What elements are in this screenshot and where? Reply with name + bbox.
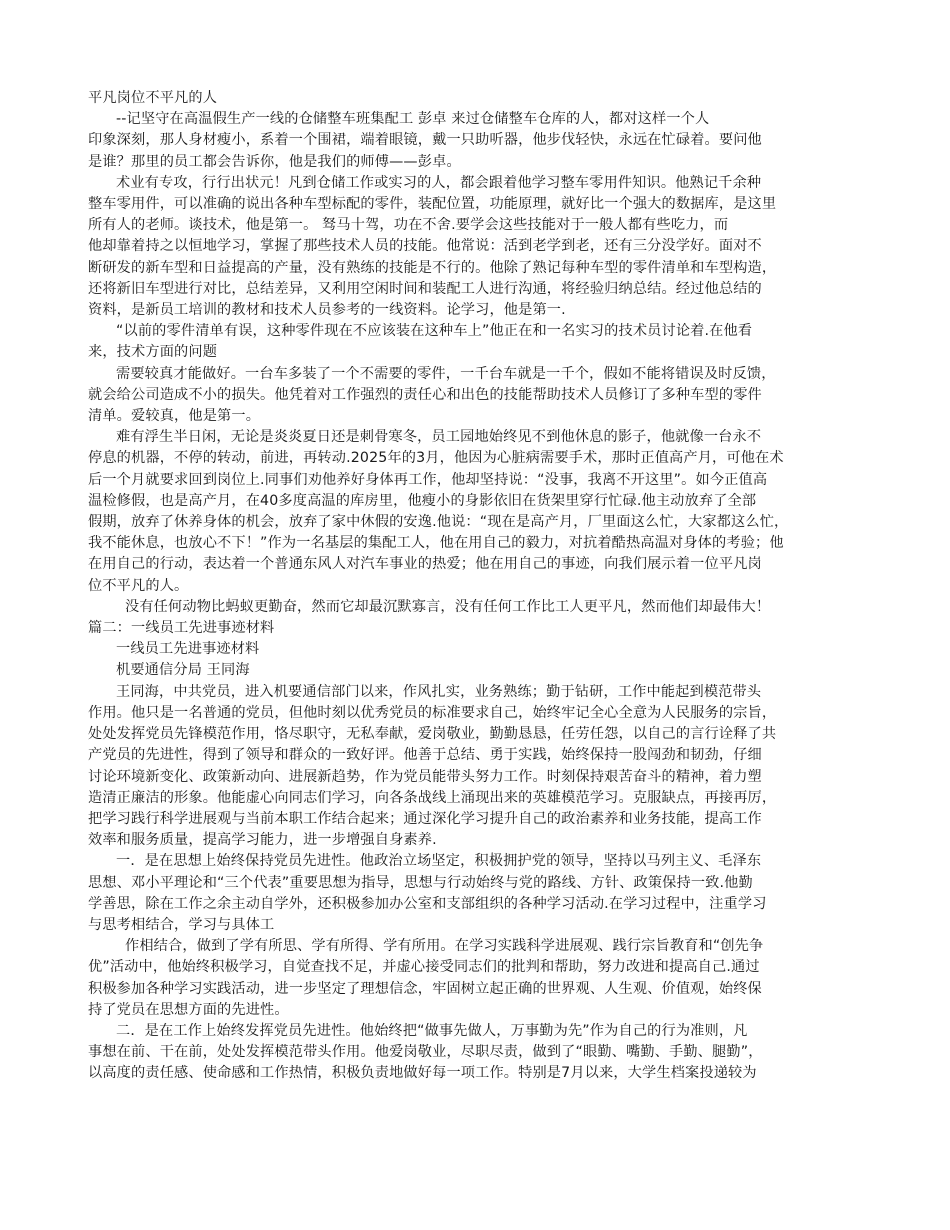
section-heading: 篇二：一线员工先进事迹材料 <box>88 620 275 637</box>
paragraph-line: 他却靠着持之以恒地学习，掌握了那些技术人员的技能。他常说：活到老学到老，还有三分没学好。面对不 <box>88 238 762 255</box>
paragraph-line: 以高度的责任感、使命感和工作热情，积极负责地做好每一项工作。特别是7月以来，大学生档案投递较为 <box>88 1065 757 1082</box>
paragraph-line: 没有任何动物比蚂蚁更勤奋，然而它却最沉默寡言，没有任何工作比工人更平凡，然而他们却最伟大！ <box>125 598 771 615</box>
paragraph-line: 是谁？那里的员工都会告诉你，他是我们的师傅——彭卓。 <box>88 153 461 170</box>
paragraph-line: 位不平凡的人。 <box>88 577 189 594</box>
paragraph-line: 假期，放弃了休养身体的机会，放弃了家中休假的安逸.他说：“现在是高产月，厂里面这么忙，大家都这么忙， <box>88 514 789 531</box>
paragraph-line: “以前的零件清单有误，这种零件现在不应该装在这种车上”他正在和一名实习的技术员讨论着.在他看 <box>116 323 753 340</box>
paragraph-line: 就会给公司造成不小的损失。他凭着对工作强烈的责任心和出色的技能帮助技术人员修订了多种车型的零件 <box>88 386 762 403</box>
paragraph-line: 资料，是新员工培训的教材和技术人员参考的一线资料。论学习，他是第一. <box>88 302 566 319</box>
paragraph-line: 造清正廉洁的形象。他能虚心向同志们学习，向各条战线上涌现出来的英雄模范学习。克服缺点，再接再厉， <box>88 789 777 806</box>
paragraph-line: 需要较真才能做好。一台车多装了一个不需要的零件，一千台车就是一千个，假如不能将错误及时反馈， <box>116 365 776 382</box>
paragraph-line: 整车零用件，可以准确的说出各种车型标配的零件，装配位置，功能原理，就好比一个强大的数据库，是这里 <box>88 196 777 213</box>
paragraph-line: 产党员的先进性，得到了领导和群众的一致好评。他善于总结、勇于实践，始终保持一股闯劲和韧劲，仔细 <box>88 747 762 764</box>
paragraph-line: 作用。他只是一名普通的党员，但他时刻以优秀党员的标准要求自己，始终牢记全心全意为人民服务的宗旨， <box>88 704 777 721</box>
document-subtitle-line: --记坚守在高温假生产一线的仓储整车班集配工 彭卓 来过仓储整车仓库的人，都对这样一个人 <box>116 111 710 128</box>
paragraph-line: 思想、邓小平理论和“三个代表”重要思想为指导，思想与行动始终与党的路线、方针、政策保持一致.他勤 <box>88 874 753 891</box>
paragraph-line: 难有浮生半日闲，无论是炎炎夏日还是刺骨寒冬，员工园地始终见不到他休息的影子，他就像一台永不 <box>116 429 762 446</box>
paragraph-line: 停息的机器，不停的转动，前进，再转动.2025年的3月，他因为心脏病需要手术，那时正值高产月，可他在术 <box>88 450 784 467</box>
document-title: 平凡岗位不平凡的人 <box>88 90 218 106</box>
paragraph-line: 事想在前、干在前，处处发挥模范带头作用。他爱岗敬业，尽职尽责，做到了“眼勤、嘴勤、手勤、腿勤”， <box>88 1044 763 1061</box>
paragraph-line: 处处发挥党员先锋模范作用，恪尽职守，无私奉献，爱岗敬业，勤勤恳恳，任劳任怨，以自己的言行诠释了共 <box>88 726 777 743</box>
paragraph-line: 清单。爱较真，他是第一。 <box>88 408 261 425</box>
author-line: 机要通信分局 王同海 <box>116 662 250 679</box>
paragraph-line: 还将新旧车型进行对比，总结差异，又利用空闲时间和装配工人进行沟通，将经验归纳总结。经过他总结的 <box>88 280 762 297</box>
paragraph-line: 在用自己的行动，表达着一个普通东风人对汽车事业的热爱；他在用自己的事迹，向我们展示着一位平凡岗 <box>88 556 762 573</box>
section-subheading: 一线员工先进事迹材料 <box>116 641 260 658</box>
paragraph-line: 作相结合，做到了学有所思、学有所得、学有所用。在学习实践科学进展观、践行宗旨教育和“创先争 <box>125 938 764 955</box>
paragraph-line: 术业有专攻，行行出状元！凡到仓储工作或实习的人，都会跟着他学习整车零用件知识。他熟记千余种 <box>116 174 762 191</box>
paragraph-line: 二．是在工作上始终发挥党员先进性。他始终把“做事先做人，万事勤为先”作为自己的行为准则，凡 <box>116 1022 748 1039</box>
paragraph-line: 后一个月就要求回到岗位上.同事们劝他养好身体再工作，他却坚持说：“没事，我离不开这里”。如今正值高 <box>88 471 768 488</box>
paragraph-line: 把学习践行科学进展观与当前本职工作结合起来；通过深化学习提升自己的政治素养和业务技能，提高工作 <box>88 810 762 827</box>
paragraph-line: 印象深刻，那人身材瘦小，系着一个围裙，端着眼镜，戴一只助听器，他步伐轻快，永远在忙碌着。要问他 <box>88 132 762 149</box>
paragraph-line: 持了党员在思想方面的先进性。 <box>88 1001 289 1018</box>
paragraph-line: 王同海，中共党员，进入机要通信部门以来，作风扎实，业务熟练；勤于钻研，工作中能起到模范带头 <box>116 683 762 700</box>
paragraph-line: 效率和服务质量，提高学习能力，进一步增强自身素养. <box>88 832 437 849</box>
paragraph-line: 优”活动中，他始终积极学习，自觉查找不足，并虚心接受同志们的批判和帮助，努力改进和提高自己.通过 <box>88 959 760 976</box>
paragraph-line: 来，技术方面的问题 <box>88 344 218 361</box>
paragraph-line: 讨论环境新变化、政策新动向、进展新趋势，作为党员能带头努力工作。时刻保持艰苦奋斗的精神，着力塑 <box>88 768 762 785</box>
paragraph-line: 与思考相结合，学习与具体工 <box>88 916 275 933</box>
paragraph-line: 温检修假，也是高产月，在40多度高温的库房里，他瘦小的身影依旧在货架里穿行忙碌.他主动放弃了全部 <box>88 492 757 509</box>
paragraph-line: 断研发的新车型和日益提高的产量，没有熟练的技能是不行的。他除了熟记每种车型的零件清单和车型构造， <box>88 259 777 276</box>
paragraph-line: 我不能休息，也放心不下！”作为一名基层的集配工人，他在用自己的毅力，对抗着酷热高温对身体的考验；他 <box>88 535 784 552</box>
paragraph-line: 学善思，除在工作之余主动自学外，还积极参加办公室和支部组织的各种学习活动.在学习过程中，注重学习 <box>88 895 767 912</box>
paragraph-line: 所有人的老师。谈技术，他是第一。 驽马十驾，功在不舍.要学会这些技能对于一般人都有些吃力，而 <box>88 217 729 234</box>
paragraph-line: 积极参加各种学习实践活动，进一步坚定了理想信念，牢固树立起正确的世界观、人生观、价值观，始终保 <box>88 980 762 997</box>
paragraph-line: 一．是在思想上始终保持党员先进性。他政治立场坚定，积极拥护党的领导，坚持以马列主义、毛泽东 <box>116 853 762 870</box>
document-body <box>88 88 862 1085</box>
